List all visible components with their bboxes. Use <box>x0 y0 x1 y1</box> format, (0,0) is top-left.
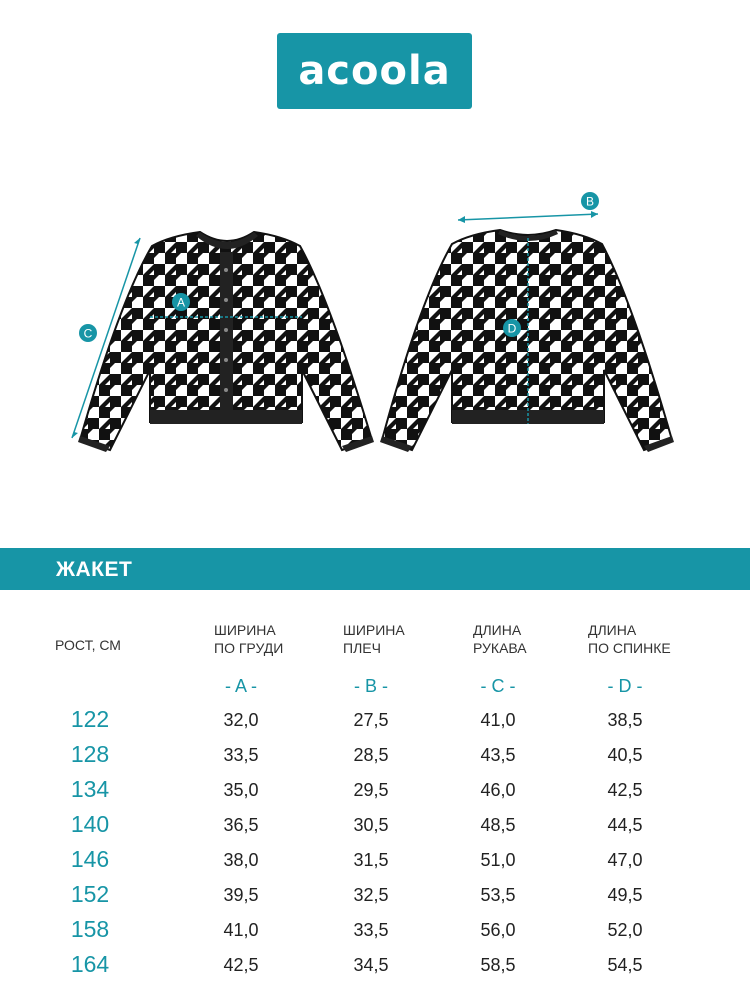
height-value: 146 <box>70 846 110 872</box>
jacket-back <box>380 230 674 452</box>
measurement-value: 53,5 <box>480 885 516 905</box>
measurement-value: 49,5 <box>607 885 643 905</box>
column-letter-c: - C - <box>480 676 516 696</box>
measurement-value: 42,5 <box>607 780 643 800</box>
brand-logo <box>277 33 472 109</box>
measurement-value: 29,5 <box>353 780 389 800</box>
measurement-value: 40,5 <box>607 745 643 765</box>
column-header-a: ШИРИНА ПО ГРУДИ <box>214 622 284 656</box>
table-row <box>0 878 750 913</box>
measurement-value: 44,5 <box>607 815 643 835</box>
measurement-value: 32,5 <box>353 885 389 905</box>
measurement-value: 30,5 <box>353 815 389 835</box>
column-header-c: ДЛИНА РУКАВА <box>473 622 527 656</box>
measurement-value: 52,0 <box>607 920 643 940</box>
column-letter-a: - A - <box>224 676 257 696</box>
height-value: 140 <box>70 811 110 837</box>
jacket-front <box>78 232 374 452</box>
column-letter-d: - D - <box>607 676 643 696</box>
column-header-d: ДЛИНА ПО СПИНКЕ <box>588 622 671 656</box>
measurement-value: 39,5 <box>223 885 259 905</box>
measurement-value: 38,5 <box>607 710 643 730</box>
measurement-value: 58,5 <box>480 955 516 975</box>
measurement-value: 42,5 <box>223 955 259 975</box>
measurement-value: 35,0 <box>223 780 259 800</box>
table-row <box>0 913 750 948</box>
measurement-value: 56,0 <box>480 920 516 940</box>
height-value: 152 <box>70 881 110 907</box>
section-title: ЖАКЕТ <box>56 558 133 581</box>
measurement-value: 46,0 <box>480 780 516 800</box>
measurement-value: 32,0 <box>223 710 259 730</box>
measurement-value: 41,0 <box>480 710 516 730</box>
marker-c-label: C <box>83 326 93 341</box>
measurement-value: 31,5 <box>353 850 389 870</box>
table-row <box>0 948 750 983</box>
measurement-value: 28,5 <box>353 745 389 765</box>
measurement-value: 43,5 <box>480 745 516 765</box>
measurement-value: 33,5 <box>353 920 389 940</box>
section-band <box>0 548 750 590</box>
measurement-value: 33,5 <box>223 745 259 765</box>
measurement-value: 36,5 <box>223 815 259 835</box>
table-row <box>0 843 750 878</box>
height-value: 158 <box>70 916 110 942</box>
measurement-value: 51,0 <box>480 850 516 870</box>
measurement-value: 41,0 <box>223 920 259 940</box>
measurement-value: 38,0 <box>223 850 259 870</box>
brand-logo-text: acoola <box>298 48 451 94</box>
table-row <box>0 808 750 843</box>
column-header-b: ШИРИНА ПЛЕЧ <box>343 622 405 656</box>
measurement-value: 47,0 <box>607 850 643 870</box>
measurement-value: 34,5 <box>353 955 389 975</box>
column-letter-b: - B - <box>354 676 388 696</box>
marker-b-label: B <box>585 194 595 209</box>
marker-d-label: D <box>507 321 517 336</box>
height-value: 134 <box>70 776 110 802</box>
height-header: РОСТ, СМ <box>55 637 121 653</box>
measurement-value: 54,5 <box>607 955 643 975</box>
height-value: 128 <box>70 741 110 767</box>
measurement-value: 27,5 <box>353 710 389 730</box>
table-row <box>0 773 750 808</box>
table-row <box>0 703 750 738</box>
jacket-illustration <box>0 180 750 480</box>
height-value: 122 <box>70 706 110 732</box>
height-value: 164 <box>70 951 110 977</box>
marker-a-label: A <box>176 295 186 310</box>
measurement-value: 48,5 <box>480 815 516 835</box>
table-row <box>0 738 750 773</box>
